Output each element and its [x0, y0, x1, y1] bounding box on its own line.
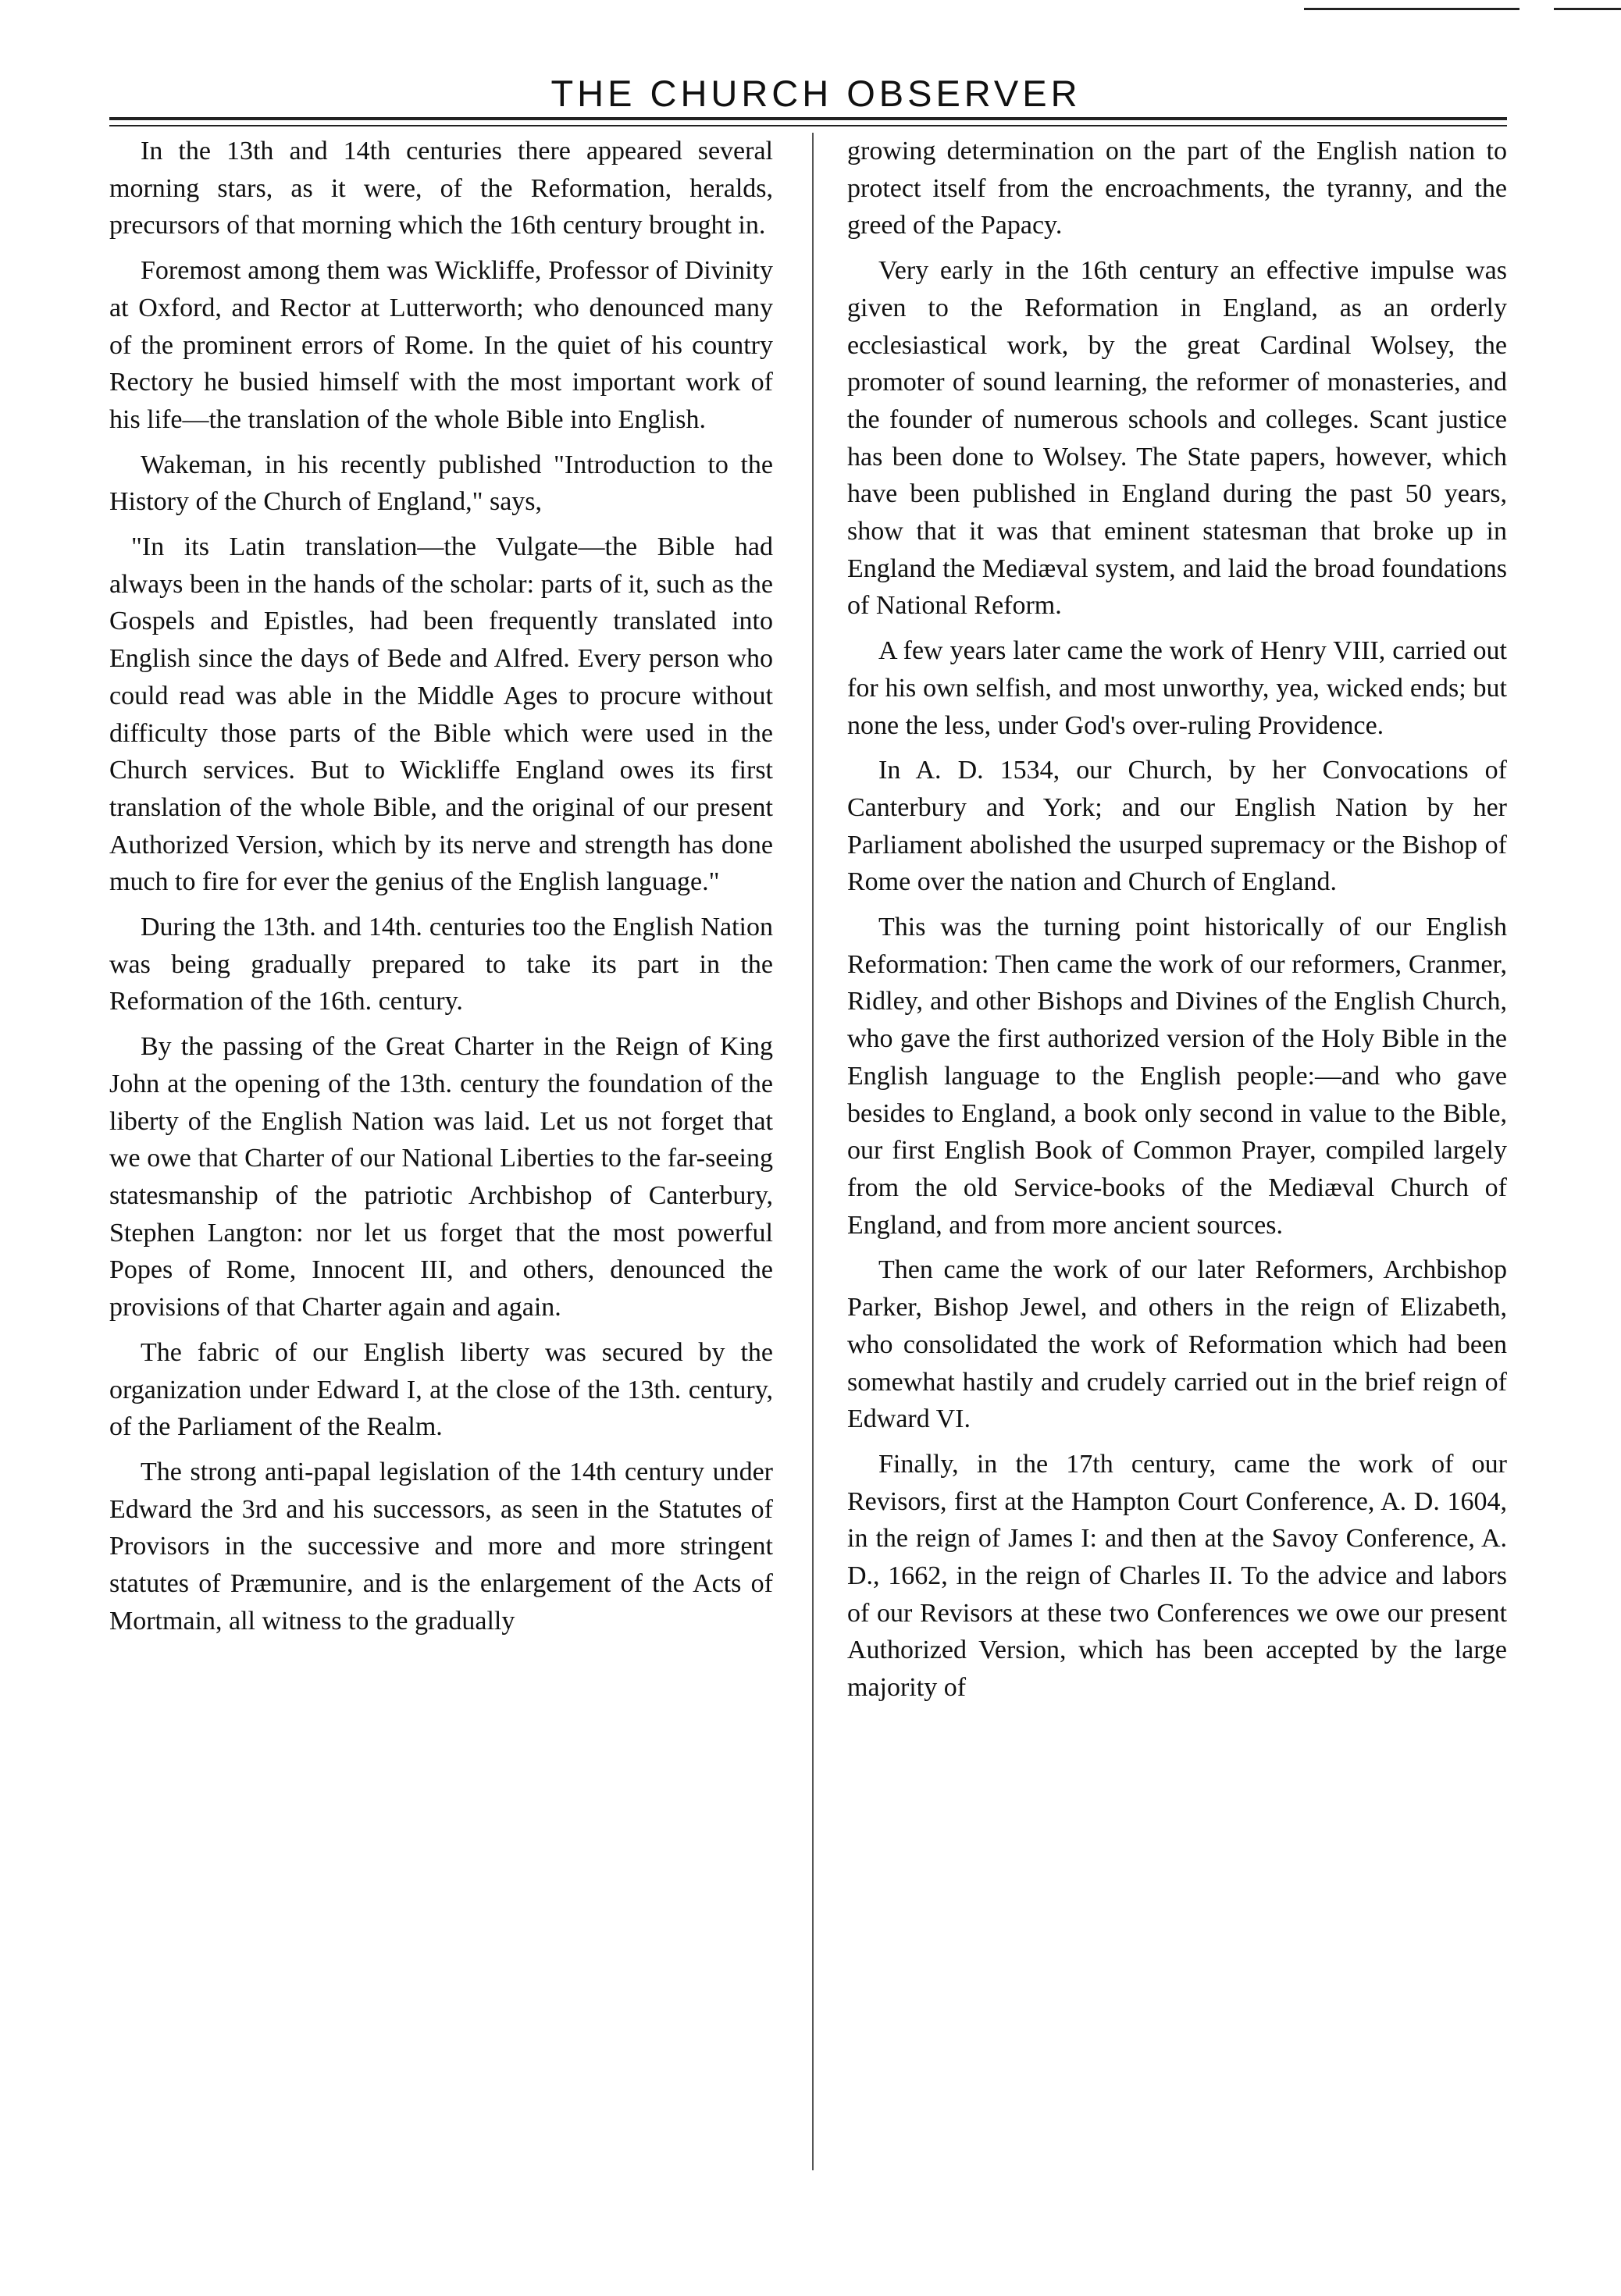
block-quote: "In its Latin translation—the Vulgate—the Bible had always been in the hands of the scholar: parts of it, such as the Gospels and Epistles, had been frequently translated into English since the days of Bede and Alfred. Every person who could read was able in the Middle Ages to procure without difficulty those parts of the Bible which were used in the Church services. But to Wickliffe England owes its first translation of the whole Bible, and the original of our present Authorized Version, which by its nerve and strength has done much to fire for ever the genius of the English language." [109, 532, 773, 897]
paragraph: A few years later came the work of Henry VIII, carried out for his own selfish, and most unworthy, yea, wicked ends; but none the less, under God's over-ruling Providence. [847, 636, 1507, 740]
corner-rule-right [1554, 8, 1621, 10]
header-rule-top [109, 117, 1507, 120]
paragraph: The fabric of our English liberty was secured by the organization under Edward I, at the close of the 13th. century, of the Parliament of the Realm. [109, 1337, 773, 1442]
paragraph: By the passing of the Great Charter in the Reign of King John at the opening of the 13th. century the foundation of the liberty of the English Nation was laid. Let us not forget that we owe that Charter of our National Liberties to the far-seeing statesmanship of the patriotic Archbishop of Canterbury, Stephen Langton: nor let us forget that the most powerful Popes of Rome, Innocent III, and others, denounced the provisions of that Charter again and again. [109, 1032, 773, 1322]
paragraph: Very early in the 16th century an effective impulse was given to the Reformation in England, as an orderly ecclesiastical work, by the great Cardinal Wolsey, the promoter of sound learning, the reformer of monasteries, and the founder of numerous schools and colleges. Scant justice has been done to Wolsey. The State papers, however, which have been published in England during the past 50 years, show that it was that eminent statesman that broke up in England the Mediæval system, and laid the broad foundations of National Reform. [847, 256, 1507, 621]
paragraph: This was the turning point historically of our English Reformation: Then came the work of our reformers, Cranmer, Ridley, and other Bishops and Divines of the English Church, who gave the first authorized version of the Holy Bible in the English language to the English people:—and who gave besides to England, a book only second in value to the Bible, our first English Book of Common Prayer, compiled largely from the old Service-books of the Mediæval Church of England, and from more ancient sources. [847, 913, 1507, 1240]
paragraph: In A. D. 1534, our Church, by her Convocations of Canterbury and York; and our English Nation by her Parliament abolished the usurped supremacy or the Bishop of Rome over the nation and Church of England. [847, 756, 1507, 897]
paragraph: During the 13th. and 14th. centuries too the English Nation was being gradually prepared to take its part in the Reformation of the 16th. century. [109, 913, 773, 1016]
paragraph: Wakeman, in his recently published "Introduction to the History of the Church of England," says, [109, 450, 773, 517]
left-column [109, 133, 773, 1647]
paragraph-continued: growing determination on the part of the English nation to protect itself from the encroachments, the tyranny, and the greed of the Papacy. [847, 137, 1507, 240]
paragraph: In the 13th and 14th centuries there appeared several morning stars, as it were, of the Reformation, heralds, precursors of that morning which the 16th century brought in. [109, 137, 773, 240]
column-divider [812, 133, 814, 2170]
paragraph: Then came the work of our later Reformers, Archbishop Parker, Bishop Jewel, and others in the reign of Elizabeth, who consolidated the work of Reformation which had been somewhat hastily and crudely carried out in the brief reign of Edward VI. [847, 1255, 1507, 1434]
paragraph: The strong anti-papal legislation of the 14th century under Edward the 3rd and his successors, as seen in the Statutes of Provisors in the successive and more and more stringent statutes of Præmunire, and is the enlargement of the Acts of Mortmain, all witness to the gradually [109, 1457, 773, 1636]
paragraph: Foremost among them was Wickliffe, Professor of Divinity at Oxford, and Rector at Lutterworth; who denounced many of the prominent errors of Rome. In the quiet of his country Rectory he busied himself with the most important work of his life—the translation of the whole Bible into English. [109, 256, 773, 434]
right-column [847, 133, 1507, 1714]
page-title: THE CHURCH OBSERVER [550, 73, 1081, 114]
paragraph: Finally, in the 17th century, came the work of our Revisors, first at the Hampton Court Conference, A. D. 1604, in the reign of James I: and then at the Savoy Conference, A. D., 1662, in the reign of Charles II. To the advice and labors of our Revisors at these two Conferences we owe our present Authorized Version, which has been accepted by the large majority of [847, 1449, 1507, 1703]
header-rule-bottom [109, 125, 1507, 126]
corner-rule [1304, 8, 1519, 10]
